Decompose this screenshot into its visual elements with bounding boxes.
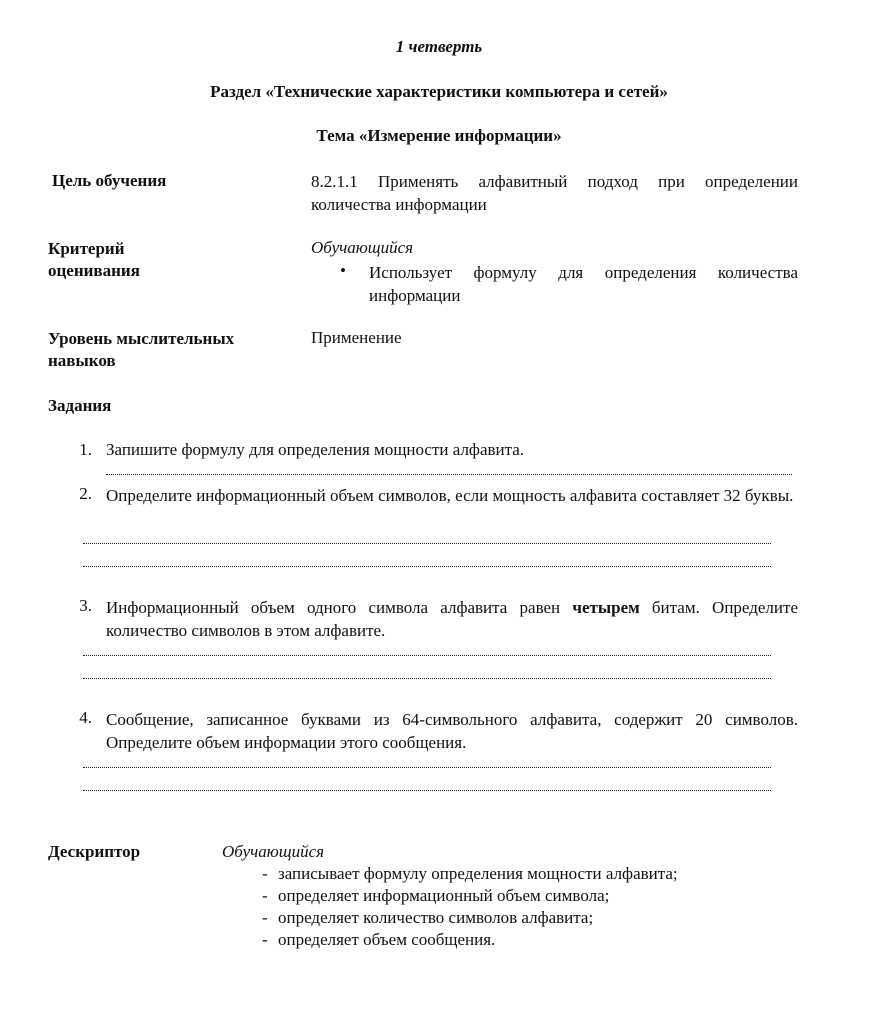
- answer-line[interactable]: [83, 655, 771, 656]
- descriptor-intro: Обучающийся: [222, 842, 325, 861]
- task-text: Сообщение, записанное буквами из 64-символьного алфавита, содержит 20 символов. Определите объем информации этого сообщения.: [106, 710, 798, 752]
- bullet-dot: •: [340, 261, 346, 280]
- task-number: 4.: [79, 708, 92, 727]
- criterion-intro: Обучающийся: [311, 238, 414, 257]
- descriptor-item: - записывает формулу определения мощности алфавита;: [262, 864, 678, 883]
- descriptor-item: - определяет количество символов алфавита;: [262, 908, 594, 927]
- descriptor-item: - определяет информационный объем символа;: [262, 886, 610, 905]
- criterion-bullet-text: Использует формулу для определения количества информации: [369, 263, 798, 305]
- task-text: Запишите формулу для определения мощности алфавита.: [106, 440, 525, 459]
- descriptor-item: - определяет объем сообщения.: [262, 930, 496, 949]
- task-number: 2.: [79, 484, 92, 503]
- task-text: Определите информационный объем символов, если мощность алфавита составляет 32 буквы.: [106, 486, 794, 505]
- descriptor-label: Дескриптор: [48, 842, 141, 861]
- level-label: Уровень мыслительных навыков: [48, 329, 235, 370]
- answer-line[interactable]: [83, 790, 771, 791]
- section-title: Раздел «Технические характеристики компьютера и сетей»: [210, 82, 668, 101]
- level-text: Применение: [311, 328, 402, 347]
- quarter-title: 1 четверть: [395, 37, 483, 56]
- task-number: 3.: [79, 596, 92, 615]
- answer-line[interactable]: [106, 474, 792, 475]
- topic-title: Тема «Измерение информации»: [316, 126, 562, 145]
- goal-text: 8.2.1.1 Применять алфавитный подход при определении количества информации: [311, 172, 798, 214]
- criterion-label: Критерий оценивания: [48, 239, 140, 280]
- answer-line[interactable]: [83, 543, 771, 544]
- answer-line[interactable]: [83, 767, 771, 768]
- answer-line[interactable]: [83, 566, 771, 567]
- goal-label: Цель обучения: [52, 171, 167, 190]
- task-number: 1.: [79, 440, 92, 459]
- tasks-heading: Задания: [48, 396, 112, 415]
- bold-word: четырем: [572, 598, 640, 617]
- answer-line[interactable]: [83, 678, 771, 679]
- task-text: Информационный объем одного символа алфавита равен четырем битам. Определите количество символов в этом алфавите.: [106, 598, 798, 640]
